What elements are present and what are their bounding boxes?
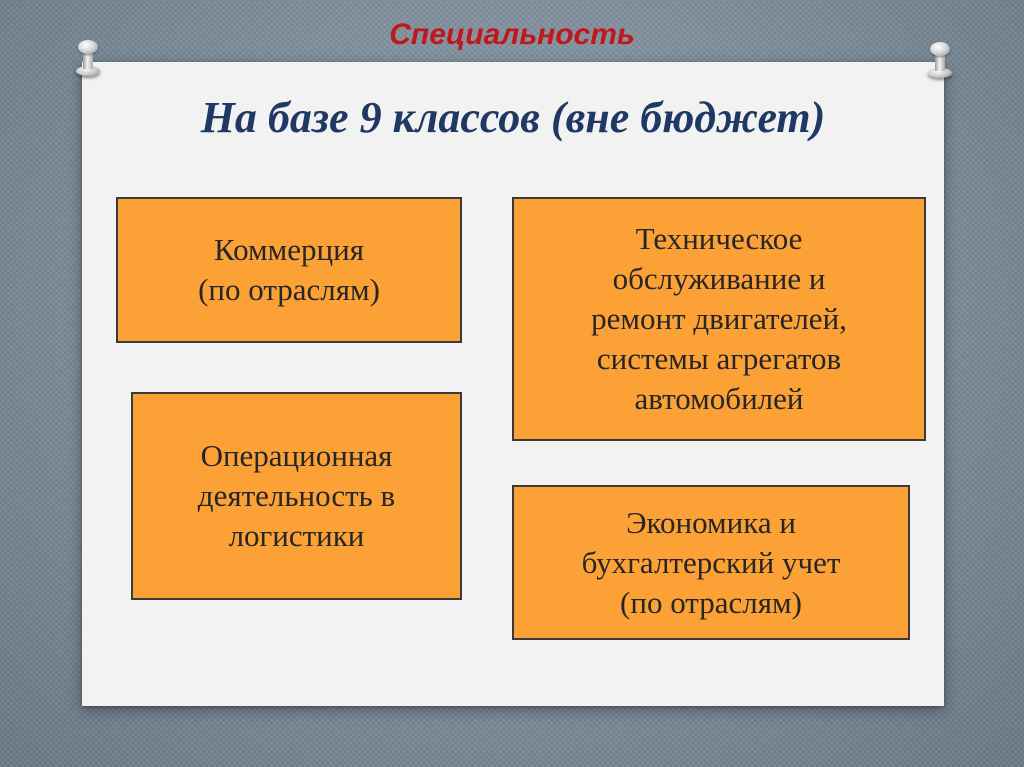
specialty-box-auto-maintenance: Техническое обслуживание и ремонт двигателей, системы агрегатов автомобилей — [512, 197, 926, 441]
slide-title: Специальность — [389, 18, 635, 51]
pushpin-icon — [928, 42, 952, 78]
specialty-box-economics-accounting: Экономика и бухгалтерский учет (по отраслям) — [512, 485, 910, 640]
specialty-box-commerce: Коммерция (по отраслям) — [116, 197, 462, 343]
pushpin-icon — [76, 40, 100, 76]
slide-subtitle: На базе 9 классов (вне бюджет) — [200, 93, 826, 142]
specialty-box-logistics: Операционная деятельность в логистики — [131, 392, 462, 600]
